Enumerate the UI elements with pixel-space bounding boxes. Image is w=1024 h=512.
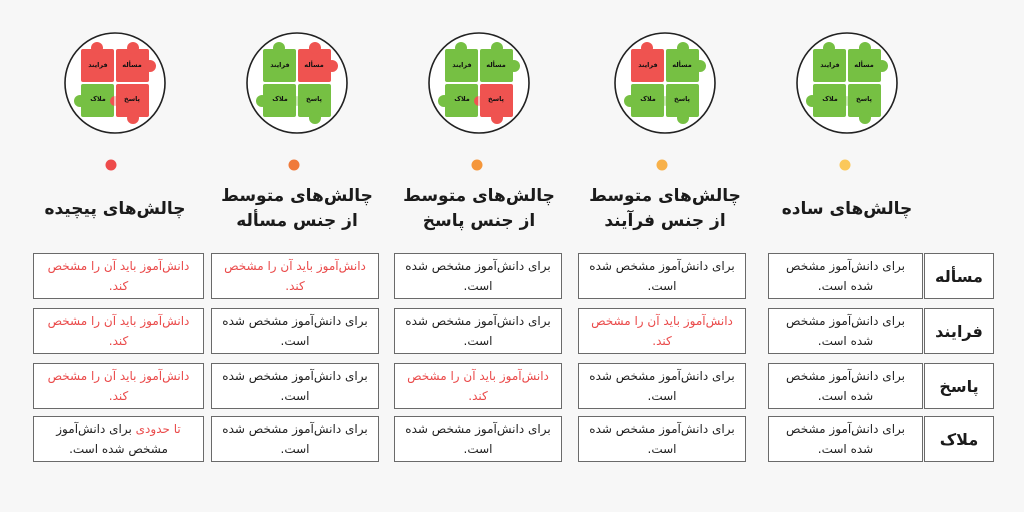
- cell-text: برای دانش‌آموز مشخص شده است.: [405, 422, 551, 456]
- table-cell: [33, 416, 204, 462]
- cell-highlight-text: تا حدودی: [135, 422, 181, 436]
- puzzle-circle-1: [795, 31, 899, 135]
- cell-text: برای دانش‌آموز مشخص شده است.: [222, 314, 368, 348]
- table-cell: [768, 253, 923, 299]
- table-cell: [394, 308, 562, 354]
- cell-text: برای دانش‌آموز مشخص شده است.: [56, 422, 168, 456]
- column-title-4: چالش‌های متوسط از جنس مسأله: [221, 186, 373, 231]
- puzzle-label-pasokh: پاسخ: [124, 95, 140, 103]
- cell-text: برای دانش‌آموز مشخص شده است.: [786, 314, 905, 348]
- puzzle-label-masale: مسأله: [672, 61, 692, 69]
- table-cell: [768, 308, 923, 354]
- cell-text: برای دانش‌آموز مشخص شده است.: [222, 422, 368, 456]
- timeline-dot-5: [106, 160, 117, 171]
- puzzle-label-farayand: فرایند: [638, 61, 658, 69]
- cell-text: برای دانش‌آموز مشخص شده است.: [786, 259, 905, 293]
- timeline-dot-2: [657, 160, 668, 171]
- puzzle-label-malak: ملاک: [90, 95, 106, 103]
- table-cell: [578, 416, 746, 462]
- cell-text: برای دانش‌آموز مشخص شده است.: [222, 369, 368, 403]
- puzzle-label-pasokh: پاسخ: [488, 95, 504, 103]
- cell-text: دانش‌آموز باید آن را مشخص کند.: [407, 369, 549, 403]
- column-title-1: چالش‌های ساده: [781, 198, 913, 219]
- puzzle-label-masale: مسأله: [304, 61, 324, 69]
- row-label-2: فرایند: [924, 308, 994, 354]
- table-cell: [578, 308, 746, 354]
- table-cell: [394, 363, 562, 409]
- puzzle-label-malak: ملاک: [822, 95, 838, 103]
- cell-text: برای دانش‌آموز مشخص شده است.: [589, 422, 735, 456]
- row-label-3: پاسخ: [924, 363, 994, 409]
- cell-text: دانش‌آموز باید آن را مشخص کند.: [47, 314, 190, 348]
- puzzle-label-malak: ملاک: [640, 95, 656, 103]
- puzzle-label-pasokh: پاسخ: [306, 95, 322, 103]
- cell-text: برای دانش‌آموز مشخص شده است.: [589, 259, 735, 293]
- cell-text: دانش‌آموز باید آن را مشخص کند.: [47, 369, 190, 403]
- puzzle-label-farayand: فرایند: [270, 61, 290, 69]
- column-title-2: چالش‌های متوسط از جنس فرآیند: [589, 186, 741, 231]
- cell-text: برای دانش‌آموز مشخص شده است.: [589, 369, 735, 403]
- puzzle-label-masale: مسأله: [486, 61, 506, 69]
- puzzle-label-masale: مسأله: [122, 61, 142, 69]
- timeline-dot-3: [472, 160, 483, 171]
- table-cell: [768, 416, 923, 462]
- cell-text: دانش‌آموز باید آن را مشخص کند.: [591, 314, 733, 348]
- table-cell: [394, 253, 562, 299]
- table-cell: [211, 416, 379, 462]
- puzzle-label-pasokh: پاسخ: [856, 95, 872, 103]
- column-title-3: چالش‌های متوسط از جنس پاسخ: [403, 186, 555, 231]
- difficulty-timeline: [0, 150, 1024, 180]
- table-cell: [211, 308, 379, 354]
- puzzle-label-pasokh: پاسخ: [674, 95, 690, 103]
- timeline-dot-4: [289, 160, 300, 171]
- puzzle-circle-4: [245, 31, 349, 135]
- table-cell: [33, 253, 204, 299]
- table-cell: [394, 416, 562, 462]
- row-label-1: مسأله: [924, 253, 994, 299]
- puzzle-label-malak: ملاک: [454, 95, 470, 103]
- puzzle-label-farayand: فرایند: [452, 61, 472, 69]
- row-label-4: ملاک: [924, 416, 994, 462]
- table-cell: [578, 363, 746, 409]
- cell-text: برای دانش‌آموز مشخص شده است.: [786, 422, 905, 456]
- table-cell: [768, 363, 923, 409]
- cell-text: برای دانش‌آموز مشخص شده است.: [786, 369, 905, 403]
- table-cell: [578, 253, 746, 299]
- puzzle-label-masale: مسأله: [854, 61, 874, 69]
- table-cell: [33, 308, 204, 354]
- puzzle-circle-5: [63, 31, 167, 135]
- cell-text: دانش‌آموز باید آن را مشخص کند.: [224, 259, 366, 293]
- puzzle-label-farayand: فرایند: [820, 61, 840, 69]
- table-cell: [33, 363, 204, 409]
- cell-text: دانش‌آموز باید آن را مشخص کند.: [47, 259, 190, 293]
- table-cell: [211, 363, 379, 409]
- puzzle-circle-2: [613, 31, 717, 135]
- table-cell: [211, 253, 379, 299]
- puzzle-label-malak: ملاک: [272, 95, 288, 103]
- puzzle-circle-3: [427, 31, 531, 135]
- cell-text: برای دانش‌آموز مشخص شده است.: [405, 314, 551, 348]
- puzzle-label-farayand: فرایند: [88, 61, 108, 69]
- column-title-5: چالش‌های پیچیده: [44, 198, 186, 219]
- cell-text: برای دانش‌آموز مشخص شده است.: [405, 259, 551, 293]
- timeline-dot-1: [840, 160, 851, 171]
